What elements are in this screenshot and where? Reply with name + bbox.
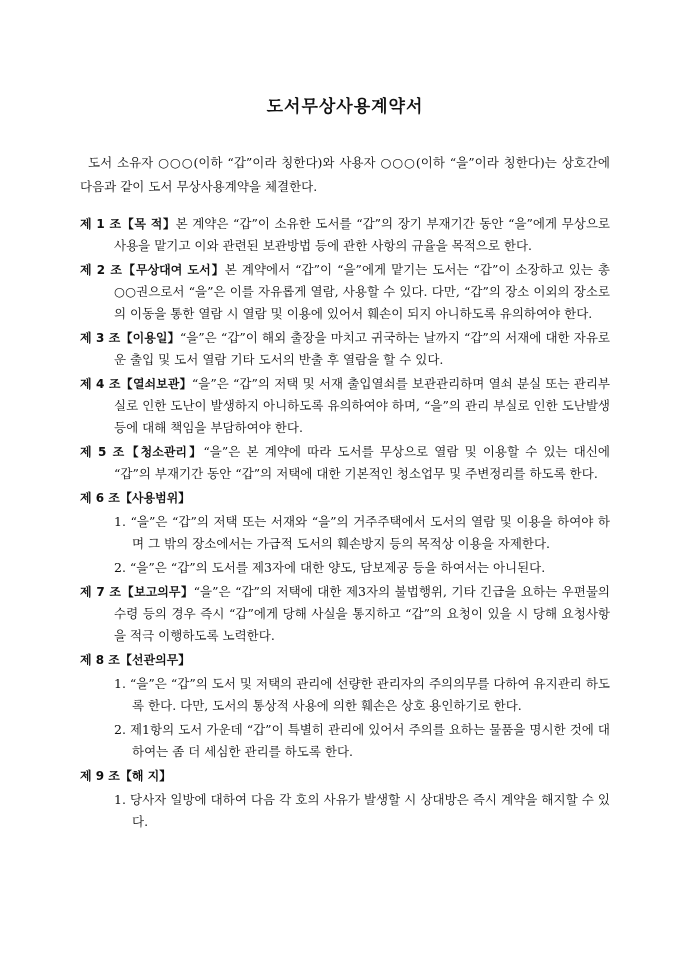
- article-7: [80, 581, 610, 647]
- article-1-heading: 제 1 조【목 적】: [80, 217, 176, 231]
- intro-paragraph: 도서 소유자 ○○○(이하 “갑”이라 칭한다)와 사용자 ○○○(이하 “을”이라 칭한다)는 상호간에 다음과 같이 도서 무상사용계약을 체결한다.: [80, 155, 610, 194]
- article-3-text: “을”은 “갑”이 해외 출장을 마치고 귀국하는 날까지 “갑”의 서재에 대한 자유로운 출입 및 도서 열람 기타 도서의 반출 후 열람을 할 수 있다.: [114, 330, 610, 367]
- article-8-heading: 제 8 조【선관의무】: [80, 653, 191, 667]
- article-8: [80, 649, 610, 671]
- article-3-heading: 제 3 조【이용일】: [80, 331, 180, 345]
- article-2-heading: 제 2 조【무상대여 도서】: [80, 263, 225, 277]
- article-9-item-1: 1. 당사자 일방에 대하여 다음 각 호의 사유가 발생할 시 상대방은 즉시 계약을 해지할 수 있다.: [114, 792, 610, 829]
- article-2-text: 본 계약에서 “갑”이 “을”에게 맡기는 도서는 “갑”이 소장하고 있는 총 ○○권으로서 “을”은 이를 자유롭게 열람, 사용할 수 있다. 다만, “갑”의 장소 이외의 장소로의 이동을 통한 열람 시 열람 및 이용에 있어서 훼손이 되지 아니하도록 유의하여야 한다.: [114, 262, 610, 321]
- article-2: [80, 259, 610, 325]
- article-8-item-2: 2. 제1항의 도서 가운데 “갑”이 특별히 관리에 있어서 주의를 요하는 물품을 명시한 것에 대하여는 좀 더 세심한 관리를 하도록 한다.: [114, 722, 610, 759]
- article-5-heading: 제 5 조【청소관리】: [80, 445, 204, 459]
- article-6-heading: 제 6 조【사용범위】: [80, 491, 191, 505]
- article-1-text: 본 계약은 “갑”이 소유한 도서를 “갑”의 장기 부재기간 동안 “을”에게 무상으로 사용을 맡기고 이와 관련된 보관방법 등에 관한 사항의 규율을 목적으로 한다.: [114, 216, 610, 253]
- article-3: [80, 327, 610, 371]
- article-4-heading: 제 4 조【열쇠보관】: [80, 377, 192, 391]
- article-1: [80, 213, 610, 257]
- article-6-item-1: 1. “을”은 “갑”의 저택 또는 서재와 “을”의 거주주택에서 도서의 열람 및 이용을 하여야 하며 그 밖의 장소에서는 가급적 도서의 훼손방지 등의 목적상 이용을 자제한다.: [114, 514, 610, 551]
- article-6-item-2: 2. “을”은 “갑”의 도서를 제3자에 대한 양도, 담보제공 등을 하여서는 아니된다.: [114, 560, 546, 575]
- article-9-heading: 제 9 조【해 지】: [80, 769, 172, 783]
- article-7-text: “을”은 “갑”의 저택에 대한 제3자의 불법행위, 기타 긴급을 요하는 우편물의 수령 등의 경우 즉시 “갑”에게 당해 사실을 통지하고 “갑”의 요청이 있을 시 당해 요청사항을 적극 이행하도록 노력한다.: [114, 584, 610, 643]
- article-5: [80, 441, 610, 485]
- article-4: [80, 373, 610, 439]
- article-5-text: “을”은 본 계약에 따라 도서를 무상으로 열람 및 이용할 수 있는 대신에 “갑”의 부재기간 동안 “갑”의 저택에 대한 기본적인 청소업무 및 주변정리를 하도록 한다.: [114, 444, 611, 481]
- article-9: [80, 765, 610, 787]
- article-6: [80, 487, 610, 509]
- document-title: 도서무상사용계약서: [266, 97, 424, 117]
- article-7-heading: 제 7 조【보고의무】: [80, 585, 194, 599]
- article-8-item-1: 1. “을”은 “갑”의 도서 및 저택의 관리에 선량한 관리자의 주의의무를 다하여 유지관리 하도록 한다. 다만, 도서의 통상적 사용에 의한 훼손은 상호 용인하기로 한다.: [114, 676, 610, 713]
- article-4-text: “을”은 “갑”의 저택 및 서재 출입열쇠를 보관관리하며 열쇠 분실 또는 관리부실로 인한 도난이 발생하지 아니하도록 유의하여야 하며, “을”의 관리 부실로 인한 도난발생 등에 대해 책임을 부담하여야 한다.: [114, 376, 610, 435]
